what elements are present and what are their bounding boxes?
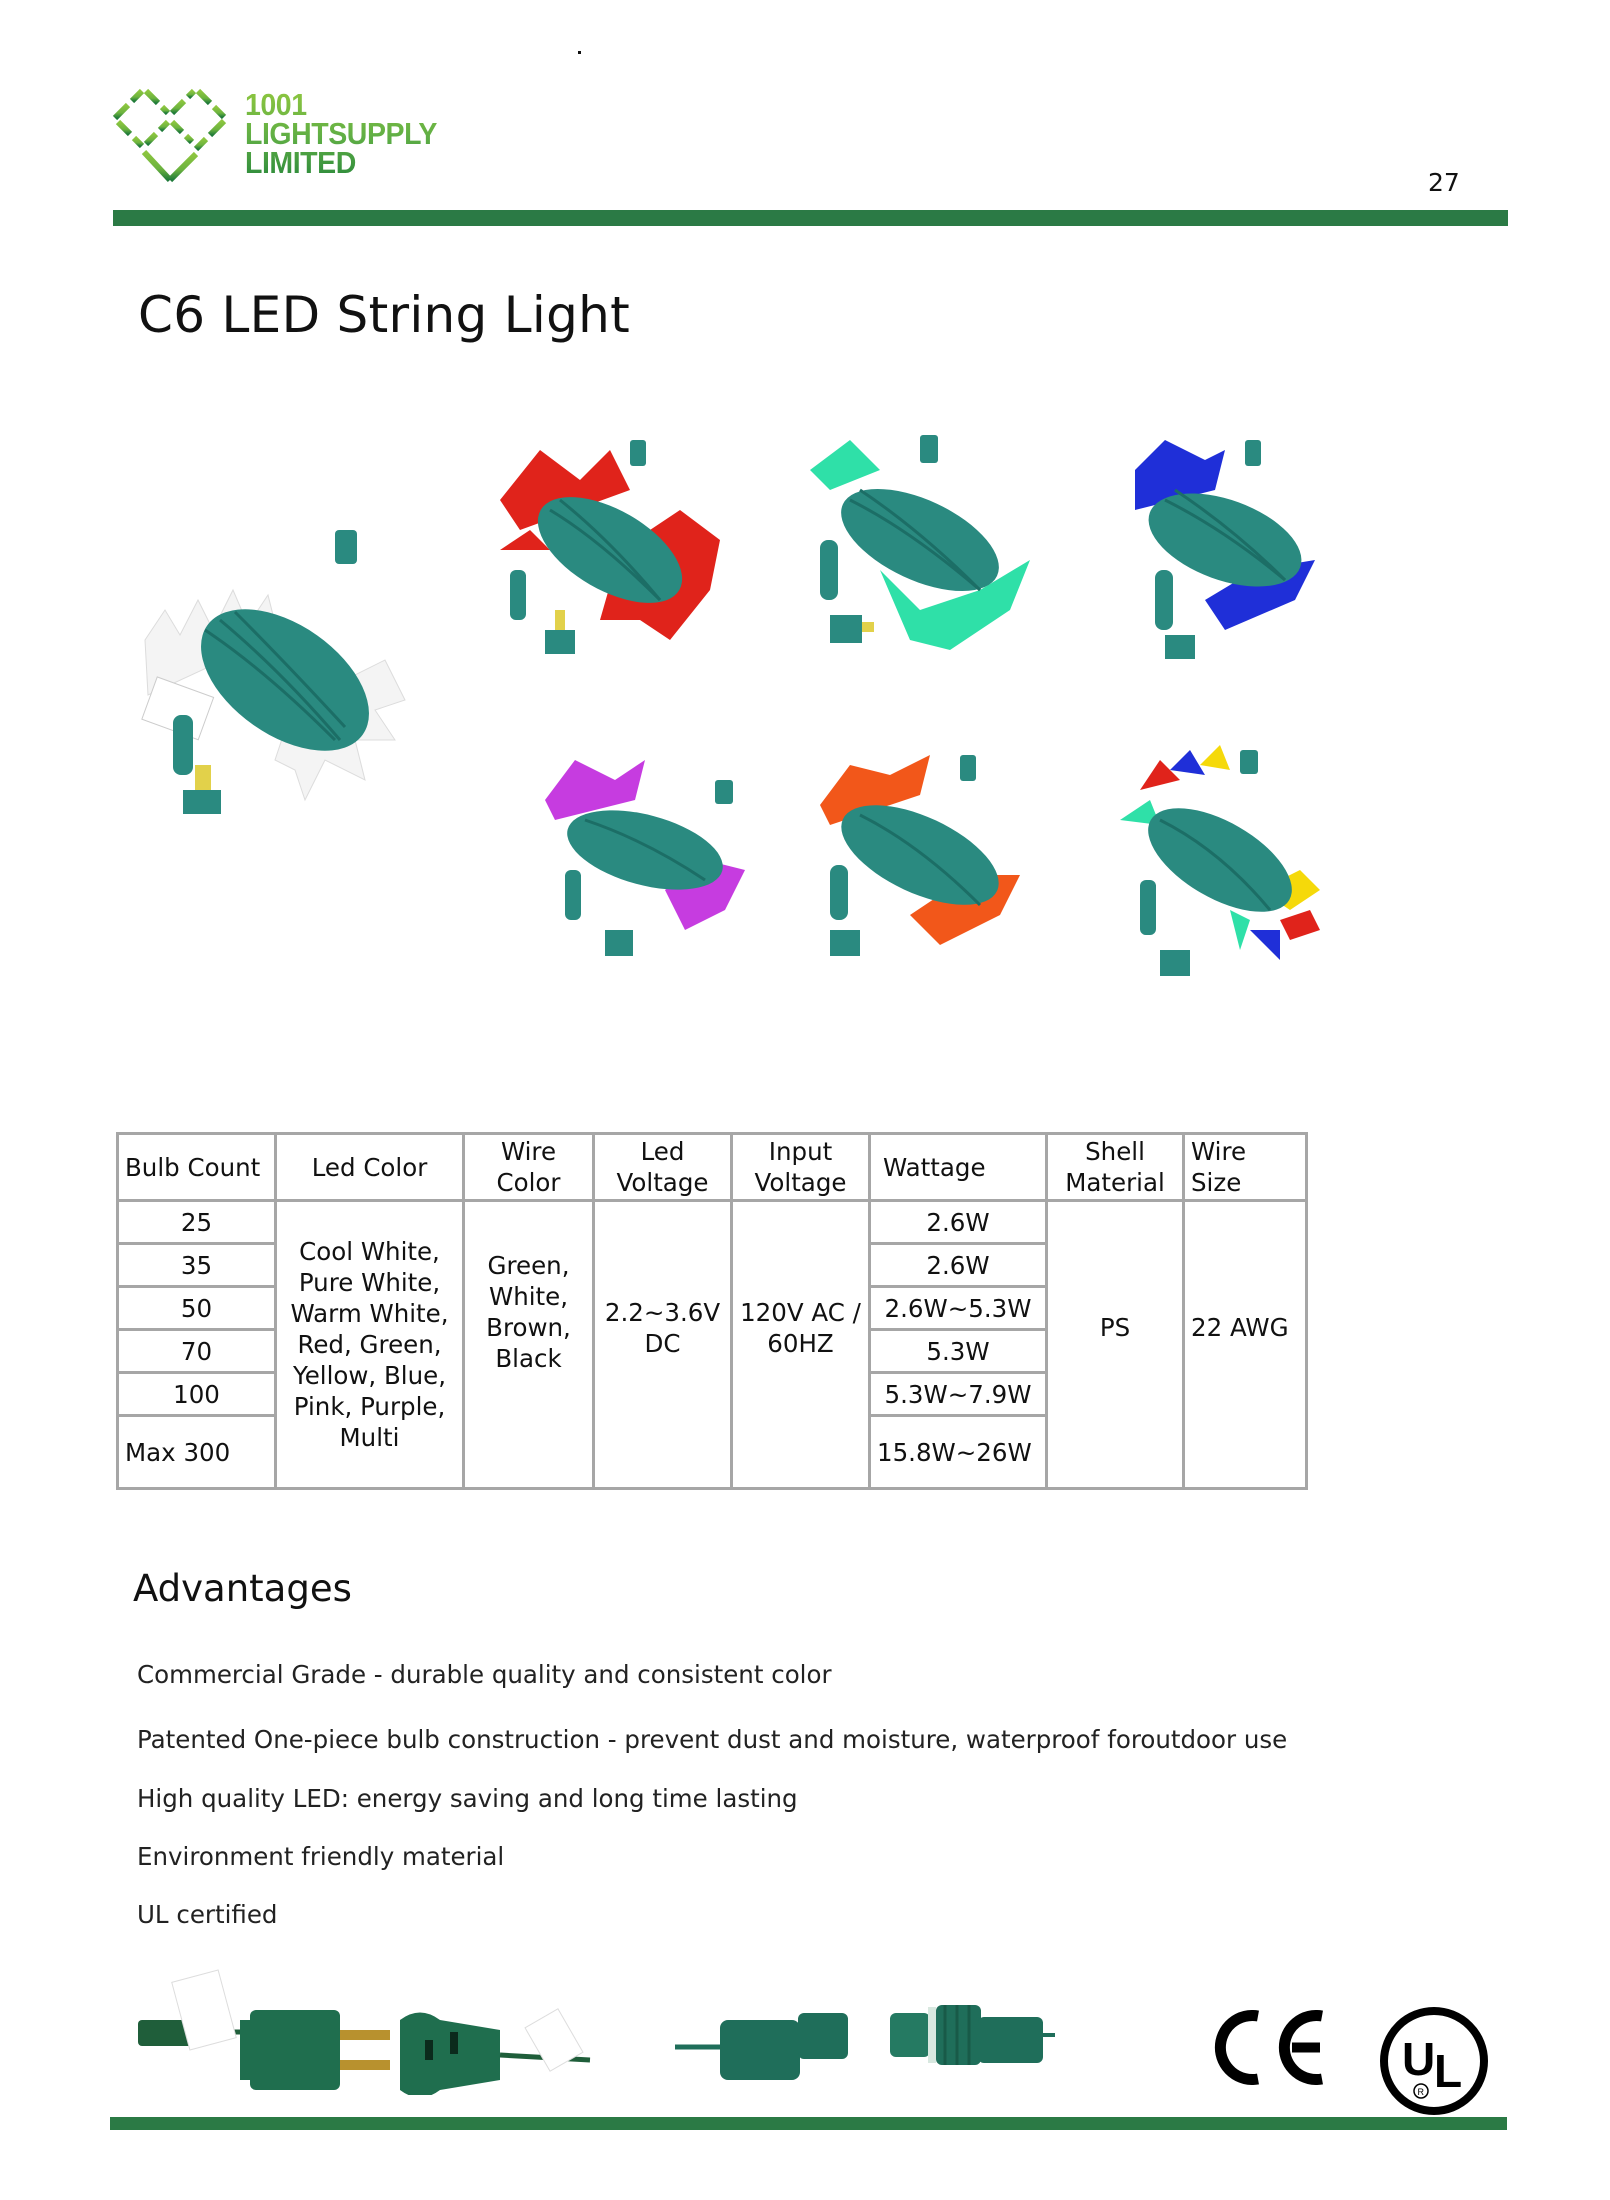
spec-table xyxy=(116,1132,1308,1490)
svg-text:L: L xyxy=(1434,2045,1463,2097)
end-connectors-image xyxy=(670,1995,1060,2085)
shell-material-cell: PS xyxy=(1047,1201,1184,1489)
product-image-cool-white xyxy=(125,520,435,830)
input-voltage-cell: 120V AC / 60HZ xyxy=(732,1201,870,1489)
advantage-item: Environment friendly material xyxy=(137,1842,505,1871)
product-image-pink-purple xyxy=(525,750,755,975)
advantage-item: High quality LED: energy saving and long time lasting xyxy=(137,1784,798,1813)
wire-color-cell: Green, White, Brown, Black xyxy=(464,1201,594,1489)
header-wire-size: Wire Size xyxy=(1184,1134,1307,1201)
header-wire-color: Wire Color xyxy=(464,1134,594,1201)
wattage-cell: 2.6W~5.3W xyxy=(870,1287,1047,1330)
led-voltage-cell: 2.2~3.6V DC xyxy=(594,1201,732,1489)
advantages-heading: Advantages xyxy=(133,1567,352,1610)
logo-line-3: LIMITED xyxy=(245,145,356,180)
logo-line-1: 1001 xyxy=(245,87,307,122)
stray-dot xyxy=(578,51,581,54)
led-color-cell: Cool White, Pure White, Warm White, Red, Green, Yellow, Blue, Pink, Purple, Multi xyxy=(276,1201,464,1489)
bulb-count-cell: 70 xyxy=(118,1330,276,1373)
product-image-multi-color xyxy=(1110,740,1340,1005)
page-number: 27 xyxy=(1428,168,1460,197)
header-wattage: Wattage xyxy=(870,1134,1047,1201)
company-name xyxy=(245,87,437,180)
footer-divider xyxy=(110,2117,1507,2130)
wattage-cell: 2.6W xyxy=(870,1201,1047,1244)
header-input-voltage: Input Voltage xyxy=(732,1134,870,1201)
bulb-count-cell: Max 300 xyxy=(118,1416,276,1489)
product-image-blue xyxy=(1085,430,1335,680)
wire-size-cell: 22 AWG xyxy=(1184,1201,1307,1489)
header-bulb-count: Bulb Count xyxy=(118,1134,276,1201)
plug-and-socket-image xyxy=(130,1960,600,2095)
product-image-orange xyxy=(800,745,1035,990)
wattage-cell: 5.3W~7.9W xyxy=(870,1373,1047,1416)
header-shell-material: Shell Material xyxy=(1047,1134,1184,1201)
diamond-heart-logo-icon xyxy=(110,88,230,188)
table-header-row xyxy=(118,1134,1307,1201)
header-led-color: Led Color xyxy=(276,1134,464,1201)
bulb-count-cell: 35 xyxy=(118,1244,276,1287)
svg-text:R: R xyxy=(1417,2087,1424,2097)
wattage-cell: 5.3W xyxy=(870,1330,1047,1373)
wattage-cell: 15.8W~26W xyxy=(870,1416,1047,1489)
page-title: C6 LED String Light xyxy=(138,286,631,344)
svg-text:U: U xyxy=(1402,2033,1436,2085)
wattage-cell: 2.6W xyxy=(870,1244,1047,1287)
header-divider xyxy=(113,210,1508,226)
bulb-count-cell: 50 xyxy=(118,1287,276,1330)
ce-mark-icon xyxy=(1210,2010,1330,2085)
advantage-item: UL certified xyxy=(137,1900,278,1929)
product-image-green xyxy=(800,430,1040,680)
company-logo xyxy=(110,88,480,188)
advantage-item: Commercial Grade - durable quality and consistent color xyxy=(137,1660,832,1689)
ul-certified-icon xyxy=(1378,2005,1490,2117)
advantage-item: Patented One-piece bulb construction - prevent dust and moisture, waterproof foroutdoor use xyxy=(137,1725,1288,1754)
logo-line-2: LIGHTSUPPLY xyxy=(245,116,437,151)
product-image-red xyxy=(480,430,730,680)
header-led-voltage: Led Voltage xyxy=(594,1134,732,1201)
bulb-count-cell: 100 xyxy=(118,1373,276,1416)
bulb-count-cell: 25 xyxy=(118,1201,276,1244)
table-row xyxy=(118,1201,1307,1244)
